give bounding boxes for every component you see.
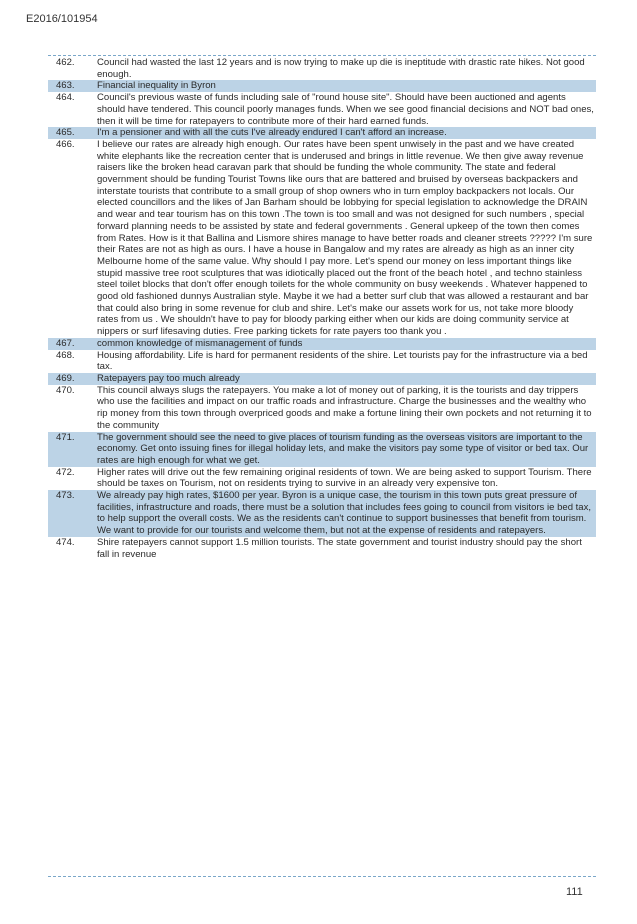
- entry-text: Ratepayers pay too much already: [97, 372, 240, 384]
- submission-entry: [48, 127, 596, 139]
- document-id: E2016/101954: [26, 13, 98, 25]
- entry-number: 467.: [56, 337, 75, 349]
- bottom-divider: [48, 876, 596, 877]
- entry-number: 473.: [56, 490, 75, 502]
- submission-entry: [48, 338, 596, 350]
- submission-entry: [48, 467, 596, 490]
- entry-text: Housing affordability. Life is hard for permanent residents of the shire. Let tourists pay for the infrastructure via a bed tax.: [97, 349, 588, 373]
- submission-entry: [48, 385, 596, 432]
- submission-entry: [48, 432, 596, 467]
- entry-number: 470.: [56, 384, 75, 396]
- entry-text: Financial inequality in Byron: [97, 80, 216, 92]
- page-number: 111: [566, 886, 583, 898]
- entry-text: We already pay high rates, $1600 per year. Byron is a unique case, the tourism in this town puts great pressure of facilities, infrastructure and roads, there must be a solution that includes fees going to council from visitors ie bed tax, to help support the overall costs. We as the residents can't continue to support businesses that benefit from tourism. We want to provide for our tourists and welcome them, but not at the expense of residents and ratepayers.: [97, 490, 592, 537]
- submission-entry: [48, 139, 596, 338]
- entry-text: I'm a pensioner and with all the cuts I've already endured I can't afford an increase.: [97, 127, 447, 139]
- entry-text: Council had wasted the last 12 years and is now trying to make up die is ineptitude with drastic rate hikes. Not good enough.: [97, 57, 585, 80]
- submission-entry: [48, 350, 596, 373]
- submission-entry: [48, 490, 596, 537]
- submission-entry: [48, 92, 596, 127]
- entry-number: 474.: [56, 536, 75, 548]
- entry-number: 468.: [56, 349, 75, 361]
- entry-number: 469.: [56, 372, 75, 384]
- top-divider: [48, 55, 596, 56]
- entry-text: common knowledge of mismanagement of funds: [97, 337, 303, 349]
- entry-number: 463.: [56, 80, 75, 92]
- entry-number: 472.: [56, 466, 75, 478]
- submission-entry: [48, 537, 596, 560]
- entry-number: 464.: [56, 92, 75, 104]
- submission-entry: [48, 80, 596, 92]
- submission-entry: [48, 373, 596, 385]
- submission-list: [48, 57, 596, 560]
- entry-text: The government should see the need to give places of tourism funding as the overseas visitors are important to the economy. Get onto issuing fines for illegal holiday lets, and make the visitors pay some type of visitor or bed tax. Our rates are high enough for what we get.: [97, 431, 589, 466]
- entry-text: This council always slugs the ratepayers. You make a lot of money out of parking, it is the tourists and day trippers who use the facilities and impact on our traffic roads and infrastructure. Charge the businesses and the wealthy who rip money from this town through overpriced goods and make a fortune lining their own pockets and not returning it to the community: [97, 384, 592, 431]
- entry-number: 471.: [56, 431, 75, 443]
- entry-number: 466.: [56, 138, 75, 150]
- entry-text: Higher rates will drive out the few remaining original residents of town. We are being asked to support Tourism. There should be taxes on Tourism, not on residents trying to survive in an already very expensive ton.: [97, 466, 592, 490]
- entry-number: 462.: [56, 57, 75, 68]
- entry-text: I believe our rates are already high enough. Our rates have been spent unwisely in the past and we have created white elephants like the recreation center that is underused and brings in little revenue. We then give away revenue raisers like the broken head caravan park that should be funding the whole community. The state and federal government should be funding Tourist Towns like ours that are battered and bruised by overseas backpackers and interstate tourists that contribute to a small group of shop owners who in turn employ backpackers not locals. Our elected councillors and the likes of Jan Barham should be lobbying for special legislation to acknowledge the DRAIN and wear and tear tourism has on this town .The town is too small and was not designed for such numbers , special forward planning needs to be assisted by state and federal governments . General upkeep of the town then comes from Rates. How is it that Ballina and Lismore shires manage to have better roads and cleaner streets ????? I'm sure their Rates are not as high as ours. I have a house in Bangalow and my rates are already as high as an inner city Melbourne home of the same value. Why should I pay more. Let's spend our money on less important things like stupid massive tree root sculptures that was idiotically placed out the front of the beach hotel , and techno stainless steel toilet blocks that don't offer enough toilets for the whole community on busy weekends . Whatever happened to good old fashioned dunnys Australian style. Maybe it we had a better surf club that was allowed a restaurant and bar that could also bring in some revenue for club and shire. Let's make our assets work for us, not take more bloody rates from us . We shouldn't have to pay for bloody parking either when our kids are doing community service at nippers or surf lifesaving duties. Free parking tickets for rate payers too thank you .: [97, 138, 593, 338]
- entry-text: Council's previous waste of funds including sale of "round house site". Should have been auctioned and agents should have tendered. This council poorly manages funds. When we see good financial decisions and NOT bad ones, then it will be time for ratepayers to contribute more of their hard earned funds.: [97, 92, 594, 127]
- entry-number: 465.: [56, 127, 75, 139]
- entry-text: Shire ratepayers cannot support 1.5 million tourists. The state government and tourist industry should pay the short fall in revenue: [97, 536, 582, 560]
- submission-entry: [48, 57, 596, 80]
